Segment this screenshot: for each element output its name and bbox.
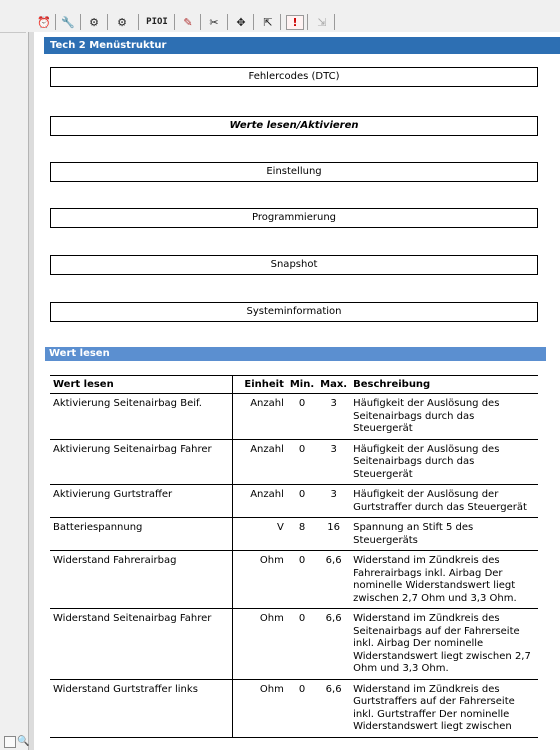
table-row xyxy=(50,518,538,551)
menu-item-snapshot[interactable]: Snapshot xyxy=(50,255,538,275)
row-max: 16 xyxy=(317,518,350,551)
row-max: 6,6 xyxy=(317,609,350,680)
row-name: Widerstand Gurtstraffer links xyxy=(50,679,232,737)
gears-icon[interactable]: ⚙ xyxy=(89,15,99,29)
row-description: Häufigkeit der Auslösung des Seitenairbags durch das Steuergerät xyxy=(350,439,538,485)
content-pane xyxy=(34,32,560,750)
menu-title: Tech 2 Menüstruktur xyxy=(44,37,560,54)
menu-item-programmierung[interactable]: Programmierung xyxy=(50,208,538,228)
settings-icon[interactable]: ⚙ xyxy=(117,15,127,29)
row-min: 0 xyxy=(287,439,317,485)
values-table xyxy=(50,375,538,738)
row-max: 3 xyxy=(317,394,350,440)
wrench-icon[interactable]: 🔧 xyxy=(61,15,75,29)
row-name: Widerstand Fahrerairbag xyxy=(50,551,232,609)
probe-icon[interactable]: ✎ xyxy=(183,15,193,29)
table-row xyxy=(50,551,538,609)
section-title: Wert lesen xyxy=(45,347,546,361)
table-header-row xyxy=(50,376,538,394)
table-row xyxy=(50,439,538,485)
row-name: Aktivierung Gurtstraffer xyxy=(50,485,232,518)
column-header-name: Wert lesen xyxy=(50,376,232,394)
row-min: 0 xyxy=(287,394,317,440)
toolbar-separator xyxy=(334,14,335,30)
left-panel-divider xyxy=(0,32,26,33)
row-unit: V xyxy=(232,518,286,551)
pinout-icon[interactable]: PIOI xyxy=(146,17,168,27)
column-header-max: Max. xyxy=(317,376,350,394)
move-icon[interactable]: ✥ xyxy=(236,15,246,29)
row-max: 6,6 xyxy=(317,551,350,609)
row-min: 0 xyxy=(287,679,317,737)
row-description: Spannung an Stift 5 des Steuergeräts xyxy=(350,518,538,551)
row-unit: Anzahl xyxy=(232,394,286,440)
toolbar-separator xyxy=(200,14,201,30)
row-name: Aktivierung Seitenairbag Fahrer xyxy=(50,439,232,485)
zoom-in-icon[interactable]: 🔍 xyxy=(17,736,30,747)
row-min: 0 xyxy=(287,485,317,518)
toolbar-separator xyxy=(253,14,254,30)
column-header-min: Min. xyxy=(287,376,317,394)
menu-item-werte-lesen[interactable]: Werte lesen/Aktivieren xyxy=(50,116,538,136)
row-description: Widerstand im Zündkreis des Gurtstraffers auf der Fahrerseite inkl. Gurtstraffer Der nominelle Widerstandswert liegt zwischen xyxy=(350,679,538,737)
toolbar-separator xyxy=(280,14,281,30)
row-max: 3 xyxy=(317,485,350,518)
row-description: Häufigkeit der Auslösung der Gurtstraffer durch das Steuergerät xyxy=(350,485,538,518)
row-unit: Anzahl xyxy=(232,439,286,485)
toolbar xyxy=(34,0,560,33)
row-min: 0 xyxy=(287,609,317,680)
toolbar-separator xyxy=(55,14,56,30)
column-header-description: Beschreibung xyxy=(350,376,538,394)
menu-item-systeminformation[interactable]: Systeminformation xyxy=(50,302,538,322)
toolbar-separator xyxy=(174,14,175,30)
menu-item-fehlercodes[interactable]: Fehlercodes (DTC) xyxy=(50,67,538,87)
row-min: 0 xyxy=(287,551,317,609)
row-name: Aktivierung Seitenairbag Beif. xyxy=(50,394,232,440)
row-description: Widerstand im Zündkreis des Fahrerairbags inkl. Airbag Der nominelle Widerstandswert liegt zwischen 2,7 Ohm und 3,3 Ohm. xyxy=(350,551,538,609)
step-icon[interactable]: ⇱ xyxy=(263,15,273,29)
column-header-unit: Einheit xyxy=(232,376,286,394)
row-description: Häufigkeit der Auslösung des Seitenairbags durch das Steuergerät xyxy=(350,394,538,440)
row-max: 6,6 xyxy=(317,679,350,737)
left-panel xyxy=(0,0,34,750)
disabled-icon: ⇲ xyxy=(317,15,327,29)
toolbar-separator xyxy=(227,14,228,30)
menu-item-einstellung[interactable]: Einstellung xyxy=(50,162,538,182)
row-unit: Ohm xyxy=(232,679,286,737)
row-name: Batteriespannung xyxy=(50,518,232,551)
zoom-box-icon[interactable] xyxy=(4,736,16,748)
tools-icon[interactable]: ✂ xyxy=(209,15,219,29)
table-row xyxy=(50,609,538,680)
clock-icon[interactable]: ⏰ xyxy=(37,15,51,29)
toolbar-separator xyxy=(307,14,308,30)
toolbar-separator xyxy=(80,14,81,30)
row-unit: Anzahl xyxy=(232,485,286,518)
row-max: 3 xyxy=(317,439,350,485)
row-unit: Ohm xyxy=(232,551,286,609)
row-description: Widerstand im Zündkreis des Seitenairbags auf der Fahrerseite inkl. Airbag Der nominelle Widerstandswert liegt zwischen 2,7 Ohm und 3,3 Ohm. xyxy=(350,609,538,680)
row-min: 8 xyxy=(287,518,317,551)
row-name: Widerstand Seitenairbag Fahrer xyxy=(50,609,232,680)
warning-icon[interactable]: ! xyxy=(286,15,304,30)
table-row xyxy=(50,679,538,737)
toolbar-separator xyxy=(138,14,139,30)
table-row xyxy=(50,485,538,518)
toolbar-separator xyxy=(107,14,108,30)
table-row xyxy=(50,394,538,440)
row-unit: Ohm xyxy=(232,609,286,680)
